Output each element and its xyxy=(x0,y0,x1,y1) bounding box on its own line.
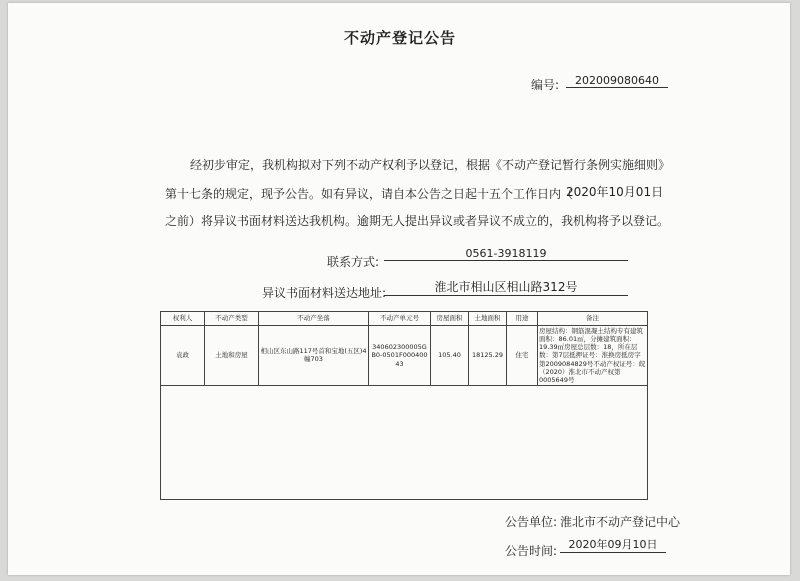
column-header: 土地面积 xyxy=(469,312,507,326)
column-header: 房屋面积 xyxy=(431,312,469,326)
cell-house-area: 105.40 xyxy=(431,326,469,386)
column-header: 用途 xyxy=(507,312,538,326)
cell-owner: 袁政 xyxy=(161,326,205,386)
column-header: 不动产单元号 xyxy=(369,312,431,326)
notice-unit-label: 公告单位: xyxy=(505,515,558,529)
empty-row xyxy=(161,385,648,499)
cell-unit-no: 340602300005GB0-0501F00040043 xyxy=(369,326,431,386)
paragraph-line-1: 经初步审定，我机构拟对下列不动产权利予以登记，根据《不动产登记暂行条例实施细则》 xyxy=(190,158,671,172)
page-title: 不动产登记公告 xyxy=(343,29,456,47)
registration-table xyxy=(160,311,648,500)
notice-unit-value: 淮北市不动产登记中心 xyxy=(560,515,681,529)
address-label: 异议书面材料送达地址: xyxy=(262,286,387,300)
paragraph-line-2: 第十七条的规定，现予公告。如有异议，请自本公告之日起十五个工作日内（ xyxy=(165,187,574,201)
table-row xyxy=(161,326,648,386)
address-value: 淮北市相山区相山路312号 xyxy=(384,278,628,296)
column-header: 不动产类型 xyxy=(205,312,259,326)
cell-land-area: 18125.29 xyxy=(469,326,507,386)
paragraph-line-3: 之前）将异议书面材料送达我机构。逾期无人提出异议或者异议不成立的，我机构将予以登记。 xyxy=(165,214,670,228)
cell-location: 相山区东山路117号首和宝地(五区)4幢703 xyxy=(259,326,369,386)
cell-type: 土地和房屋 xyxy=(205,326,259,386)
cell-use: 住宅 xyxy=(507,326,538,386)
column-header: 不动产坐落 xyxy=(259,312,369,326)
column-header: 权利人 xyxy=(161,312,205,326)
contact-value: 0561-3918119 xyxy=(384,247,628,261)
notice-time-value: 2020年09月10日 xyxy=(560,536,666,553)
number-value: 202009080640 xyxy=(566,74,668,88)
cell-remark: 房屋结构：钢筋混凝土结构专有建筑面积：86.01㎡，分摊建筑面积：19.39㎡房屋总层数：18，所在层数：第7层抵押证号：淮换房抵房字第2009084829号不动产权证号：皖（2020）淮北市不动产权第0005649号 xyxy=(538,326,648,386)
table-header-row xyxy=(161,312,648,326)
column-header: 备注 xyxy=(538,312,648,326)
number-label: 编号: xyxy=(531,78,560,92)
objection-deadline: 2020年10月01日 xyxy=(566,185,664,199)
contact-label: 联系方式: xyxy=(327,255,380,269)
notice-time-label: 公告时间: xyxy=(505,544,558,558)
